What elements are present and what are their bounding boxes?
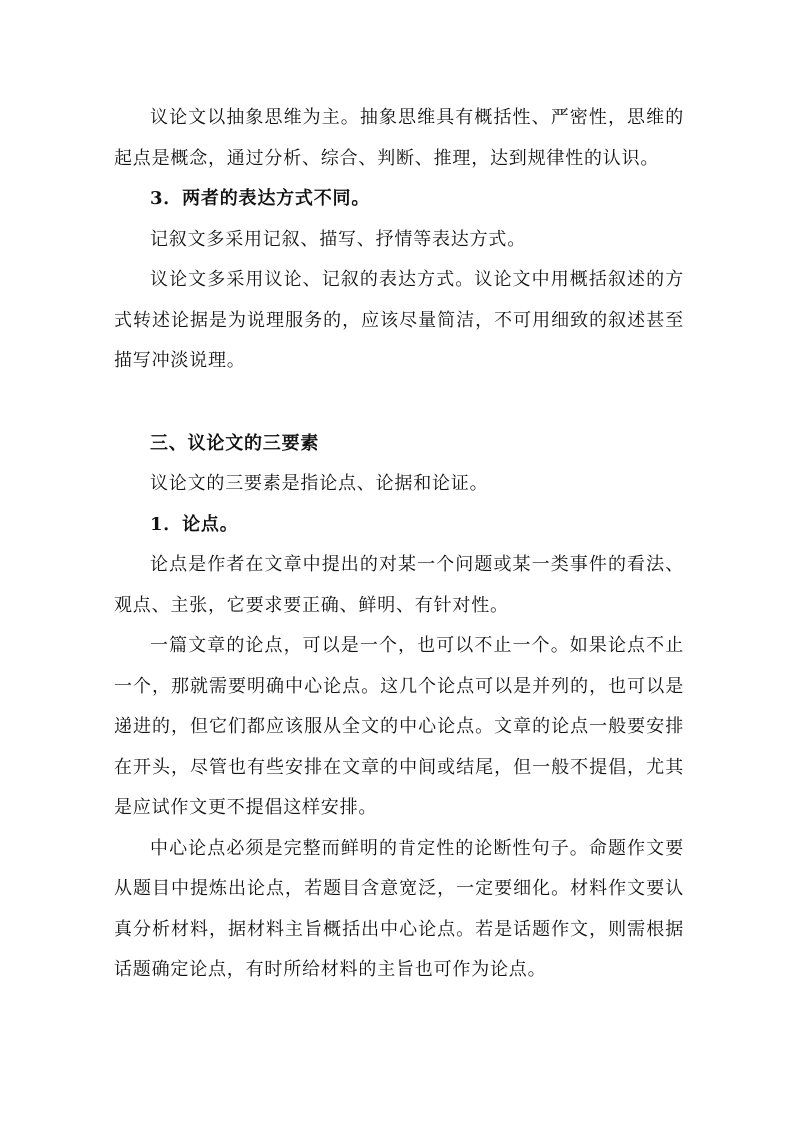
- paragraph-abstract-thinking: 议论文以抽象思维为主。抽象思维具有概括性、严密性，思维的起点是概念，通过分析、综合、判断、推理，达到规律性的认识。: [114, 107, 684, 169]
- paragraph-central-argument: 中心论点必须是完整而鲜明的肯定性的论断性句子。命题作文要从题目中提炼出论点，若题目含意宽泛，一定要细化。材料作文要认真分析材料，据材料主旨概括出中心论点。若是话题作文，则需根据话题确定论点，有时所给材料的主旨也可作为论点。: [114, 837, 684, 980]
- paragraph-argumentative-expression: 议论文多采用议论、记叙的表达方式。议论文中用概括叙述的方式转述论据是为说理服务的，应该尽量简洁，不可用细致的叙述甚至描写冲淡说理。: [114, 269, 684, 371]
- section-spacer: [114, 382, 684, 424]
- subheading-argument-point: 1．论点。: [150, 513, 239, 535]
- paragraph-argument-definition: 论点是作者在文章中提出的对某一个问题或某一类事件的看法、观点、主张，它要求要正确、鲜明、有针对性。: [114, 554, 684, 616]
- document-body: [114, 98, 684, 991]
- subheading-expression-methods: 3．两者的表达方式不同。: [150, 188, 371, 209]
- paragraph-narrative-expression: 记叙文多采用记叙、描写、抒情等表达方式。: [150, 228, 526, 250]
- paragraph-three-elements: 议论文的三要素是指论点、论据和论证。: [150, 473, 489, 494]
- paragraph-multiple-arguments: 一篇文章的论点，可以是一个，也可以不止一个。如果论点不止一个，那就需要明确中心论点。这几个论点可以是并列的，也可以是递进的，但它们都应该服从全文的中心论点。文章的论点一般要安排在开头，尽管也有些安排在文章的中间或结尾，但一般不提倡，尤其是应试作文更不提倡这样安排。: [114, 635, 684, 818]
- section-heading: 三、议论文的三要素: [150, 432, 320, 454]
